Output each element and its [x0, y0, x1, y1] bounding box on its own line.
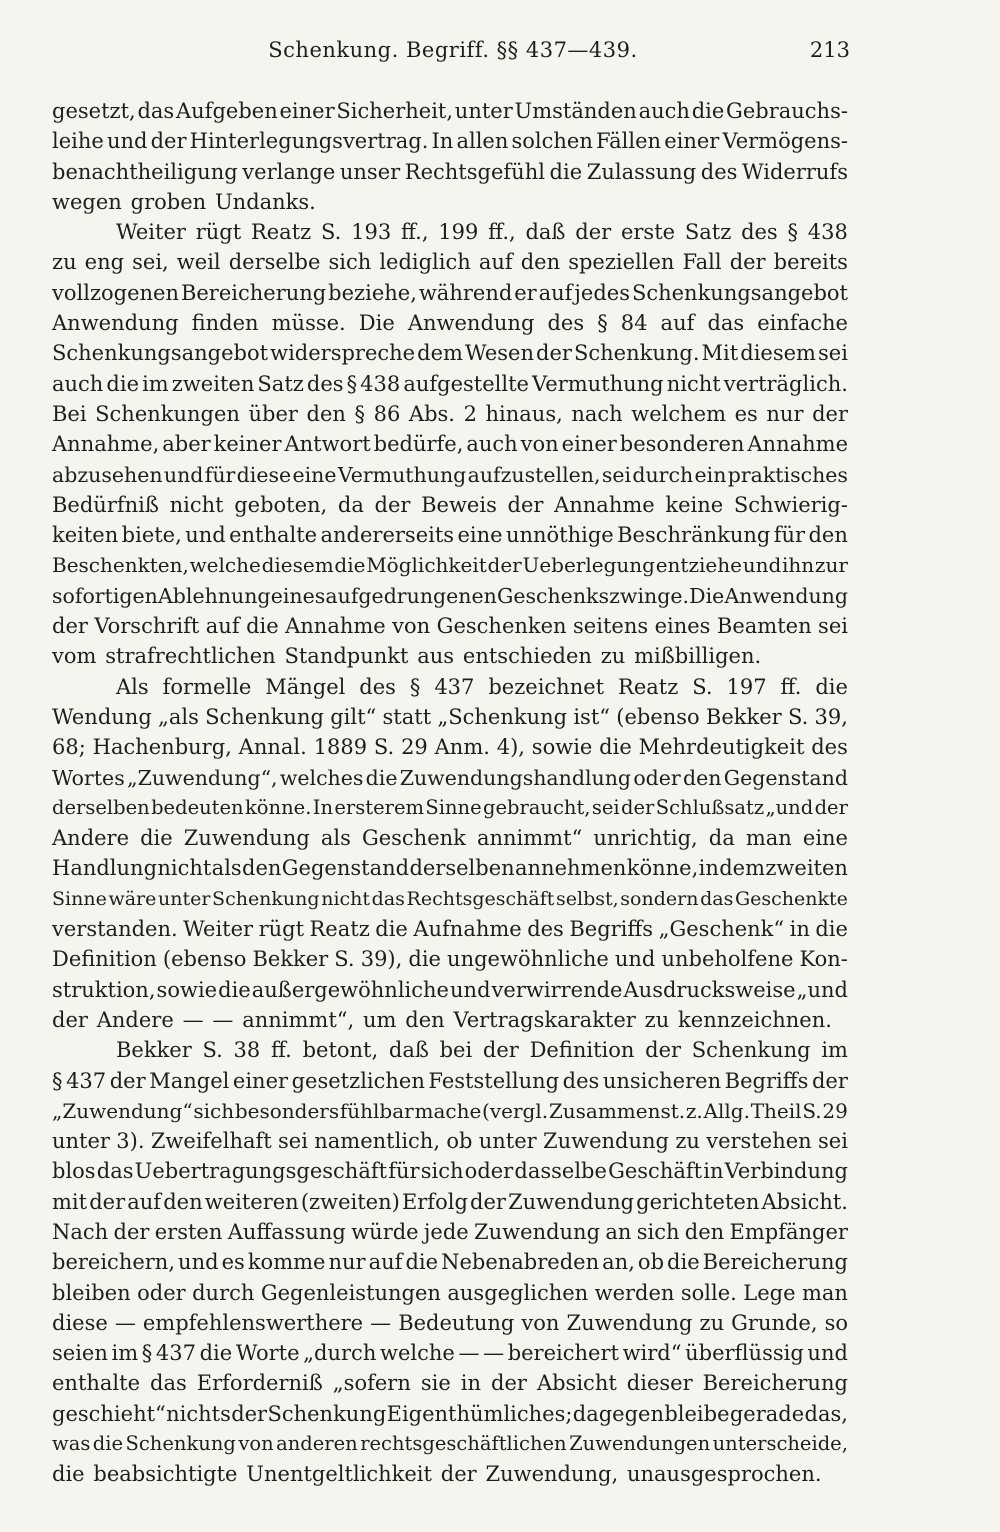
- text-line: wegen groben Undanks.: [52, 189, 316, 214]
- text-line: was die Schenkung von anderen rechtsgeschäftlichen Zuwendungen unterscheide,: [52, 1432, 848, 1456]
- text-line: verstanden. Weiter rügt Reatz die Aufnahme des Begriffs „Geschenk“ in die: [52, 917, 848, 942]
- text-line: „Zuwendung“ sich besonders fühlbar mache (vergl. Zusammenst. z. Allg. Theil S. 29: [52, 1098, 848, 1123]
- text-line: bleiben oder durch Gegenleistungen ausgeglichen werden solle. Lege man: [52, 1280, 848, 1305]
- text-line: benachtheiligung verlange unser Rechtsgefühl die Zulassung des Widerrufs: [52, 159, 848, 184]
- text-line: Sinne wäre unter Schenkung nicht das Rechtsgeschäft selbst, sondern das Geschenkte: [52, 887, 848, 910]
- text-line: bereichern, und es komme nur auf die Nebenabreden an, ob die Bereicherung: [52, 1250, 848, 1275]
- text-line: vom strafrechtlichen Standpunkt aus entschieden zu mißbilligen.: [52, 644, 762, 669]
- text-line: seien im § 437 die Worte „durch welche — — bereichert wird“ überflüssig und: [52, 1341, 848, 1366]
- text-line: der Andere — — annimmt“, um den Vertragskarakter zu kennzeichnen.: [52, 1007, 832, 1032]
- running-header: Schenkung. Begriff. §§ 437—439.: [268, 38, 638, 62]
- text-line: Bei Schenkungen über den § 86 Abs. 2 hinaus, nach welchem es nur der: [52, 401, 848, 426]
- text-line: derselben bedeuten könne. In ersterem Sinne gebraucht, sei der Schlußsatz „und der: [52, 795, 848, 819]
- text-line: sofortigen Ablehnung eines aufgedrungenen Geschenks zwinge. Die Anwendung: [52, 583, 848, 608]
- text-line: diese — empfehlenswerthere — Bedeutung von Zuwendung zu Grunde, so: [52, 1310, 848, 1335]
- text-body: [52, 96, 848, 1490]
- text-line: struktion, sowie die außergewöhnliche und verwirrende Ausdrucksweise „und: [52, 977, 848, 1002]
- text-line: Als formelle Mängel des § 437 bezeichnet Reatz S. 197 ff. die: [116, 674, 848, 699]
- text-line: Handlung nicht als den Gegenstand derselben annehmen könne, in dem zweiten: [52, 856, 848, 881]
- text-line: zu eng sei, weil derselbe sich lediglich auf den speziellen Fall der bereits: [52, 250, 848, 275]
- text-line: Wendung „als Schenkung gilt“ statt „Schenkung ist“ (ebenso Bekker S. 39,: [52, 704, 848, 729]
- text-line: Schenkungsangebot widerspreche dem Wesen der Schenkung. Mit diesem sei: [52, 341, 848, 366]
- text-line: geschieht“ nichts der Schenkung Eigenthümliches; dagegen bleibe gerade das,: [52, 1401, 848, 1426]
- text-line: keiten biete, und enthalte andererseits eine unnöthige Beschränkung für den: [52, 523, 848, 548]
- text-line: 68; Hachenburg, Annal. 1889 S. 29 Anm. 4), sowie die Mehrdeutigkeit des: [52, 735, 848, 760]
- text-line: gesetzt, das Aufgeben einer Sicherheit, unter Umständen auch die Gebrauchs-: [52, 99, 848, 123]
- text-line: abzusehen und für diese eine Vermuthung aufzustellen, sei durch ein praktisches: [52, 462, 848, 487]
- text-line: unter 3). Zweifelhaft sei namentlich, ob unter Zuwendung zu verstehen sei: [52, 1129, 848, 1154]
- text-line: Anwendung finden müsse. Die Anwendung des § 84 auf das einfache: [52, 311, 848, 336]
- text-line: Weiter rügt Reatz S. 193 ff., 199 ff., daß der erste Satz des § 438: [116, 220, 848, 245]
- text-line: Wortes „Zuwendung“, welches die Zuwendungshandlung oder den Gegenstand: [52, 765, 848, 790]
- text-line: vollzogenen Bereicherung beziehe, während er auf jedes Schenkungsangebot: [52, 280, 848, 305]
- text-line: Annahme, aber keiner Antwort bedürfe, auch von einer besonderen Annahme: [52, 432, 848, 457]
- text-line: Andere die Zuwendung als Geschenk annimmt“ unrichtig, da man eine: [52, 826, 848, 851]
- text-line: blos das Uebertragungsgeschäft für sich oder dasselbe Geschäft in Verbindung: [52, 1159, 848, 1184]
- text-line: enthalte das Erforderniß „sofern sie in der Absicht dieser Bereicherung: [52, 1371, 848, 1396]
- page-number: 213: [809, 38, 850, 62]
- text-line: auch die im zweiten Satz des § 438 aufgestellte Vermuthung nicht verträglich.: [52, 371, 848, 396]
- text-line: Nach der ersten Auffassung würde jede Zuwendung an sich den Empfänger: [52, 1219, 848, 1244]
- text-line: leihe und der Hinterlegungsvertrag. In allen solchen Fällen einer Vermögens-: [52, 129, 848, 154]
- text-line: die beabsichtigte Unentgeltlichkeit der Zuwendung, unausgesprochen.: [52, 1462, 822, 1487]
- text-line: mit der auf den weiteren (zweiten) Erfolg der Zuwendung gerichteten Absicht.: [52, 1189, 848, 1214]
- text-line: Beschenkten, welche diesem die Möglichkeit der Ueberlegung entziehe und ihn zur: [52, 553, 848, 578]
- text-line: Bekker S. 38 ff. betont, daß bei der Definition der Schenkung im: [116, 1038, 848, 1063]
- text-line: Bedürfniß nicht geboten, da der Beweis der Annahme keine Schwierig-: [52, 492, 848, 517]
- text-line: § 437 der Mangel einer gesetzlichen Feststellung des unsicheren Begriffs der: [52, 1068, 848, 1093]
- text-line: der Vorschrift auf die Annahme von Geschenken seitens eines Beamten sei: [52, 614, 848, 639]
- text-line: Definition (ebenso Bekker S. 39), die ungewöhnliche und unbeholfene Kon-: [52, 947, 848, 972]
